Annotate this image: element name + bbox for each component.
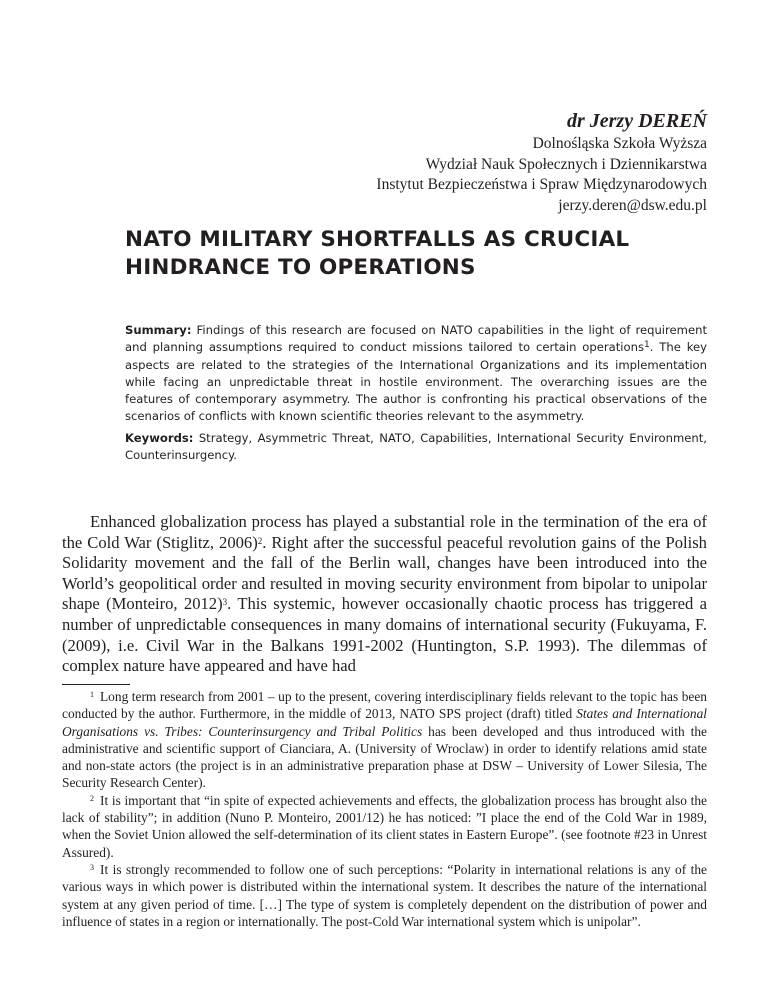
body-text-c: . This systemic, however occasionally chaotic process has triggered a number of unpredictable consequences in many domains of international security (Fukuyama, F. (2009), i.e. Civil War in the Balkans 1991-2002 (Huntington, S.P. 1993). The dilemmas of complex nature have appeared and have had <box>62 594 707 676</box>
keywords-label: Keywords: <box>125 431 194 445</box>
summary-label: Summary: <box>125 323 192 337</box>
title-line-1: NATO MILITARY SHORTFALLS AS CRUCIAL <box>125 227 630 252</box>
abstract-summary <box>125 322 707 426</box>
footnote-1 <box>62 688 707 792</box>
author-name: dr Jerzy DEREŃ <box>566 110 707 132</box>
project-title: States and International Organisations vs. Tribes: Counterinsurgency and Tribal Politics <box>62 706 707 739</box>
footnotes <box>62 688 707 930</box>
footnote-text: Long term research from 2001 – up to the present, covering interdisciplinary fields relevant to the topic has been conducted by the author. Furthermore, in the middle of 2013, NATO SPS project (draft) titled <box>62 689 707 722</box>
footnote-separator <box>62 684 130 685</box>
footnote-number: 3 <box>90 862 94 872</box>
footnote-ref-1[interactable]: 1 <box>644 340 650 351</box>
body-text-b: . Right after the successful peaceful revolution gains of the Polish Solidarity movement and the fall of the Berlin wall, changes have been introduced into the World’s geopolitical order and resulted in moving security environment from bipolar to unipolar shape (Monteiro, 2012) <box>62 532 707 614</box>
footnote-number: 1 <box>90 690 94 699</box>
footnote-ref-3[interactable]: 3 <box>222 597 228 608</box>
abstract-keywords <box>125 430 707 465</box>
title-line-2: HINDRANCE TO OPERATIONS <box>125 255 476 280</box>
footnote-2 <box>62 792 707 861</box>
body-text-a: Enhanced globalization process has played a substantial role in the termination of the era of the Cold War (Stiglitz, 2006) <box>62 512 707 552</box>
summary-text-cont: . The key aspects are related to the strategies of the International Organizations and its implementation while facing an unpredictable threat in hostile environment. The overarching issues are the features of contemporary asymmetry. The author is confronting his practical observations of the scenarios of conflicts with known scientific theories relevant to the asymmetry. <box>125 340 707 424</box>
affiliation-institute: Instytut Bezpieczeństwa i Spraw Międzynarodowych <box>376 176 707 193</box>
author-block <box>376 108 707 216</box>
footnote-text: It is strongly recommended to follow one of such perceptions: “Polarity in international relations is any of the various ways in which power is distributed within the international system. It describes the nature of the international system at any given period of time. […] The type of system is completely dependent on the distribution of power and influence of states in a region or internationally. The post-Cold War international system which is unipolar”. <box>62 861 707 929</box>
body-paragraph-1 <box>62 512 707 677</box>
footnote-text-cont: has been developed and thus introduced with the administrative and scientific support of Cianciara, A. (University of Wroclaw) in order to identify relations amid state and non-state actors (the project is in an administrative preparation phase at DSW – University of Lower Silesia, The Security Research Center). <box>62 723 707 791</box>
affiliation-university: Dolnośląska Szkoła Wyższa <box>532 135 707 152</box>
footnote-3 <box>62 861 707 930</box>
author-email[interactable]: jerzy.deren@dsw.edu.pl <box>558 196 707 214</box>
footnote-ref-2[interactable]: 2 <box>257 535 263 546</box>
affiliation-faculty: Wydział Nauk Społecznych i Dziennikarstwa <box>425 155 707 173</box>
footnote-number: 2 <box>90 793 94 803</box>
keywords-text: Strategy, Asymmetric Threat, NATO, Capabilities, International Security Environment, Counterinsurgency. <box>125 431 707 463</box>
paper-title <box>125 226 685 282</box>
footnote-text: It is important that “in spite of expected achievements and effects, the globalization process has brought also the lack of stability”; in addition (Nuno P. Monteiro, 2001/12) he has noticed: ”I place the end of the Cold War in 1989, when the Soviet Union allowed the self-determination of its client states in Eastern Europe”. (see footnote #23 in Unrest Assured). <box>62 792 707 860</box>
summary-text: Findings of this research are focused on NATO capabilities in the light of requirement and planning assumptions required to conduct missions tailored to certain operations <box>125 323 707 355</box>
